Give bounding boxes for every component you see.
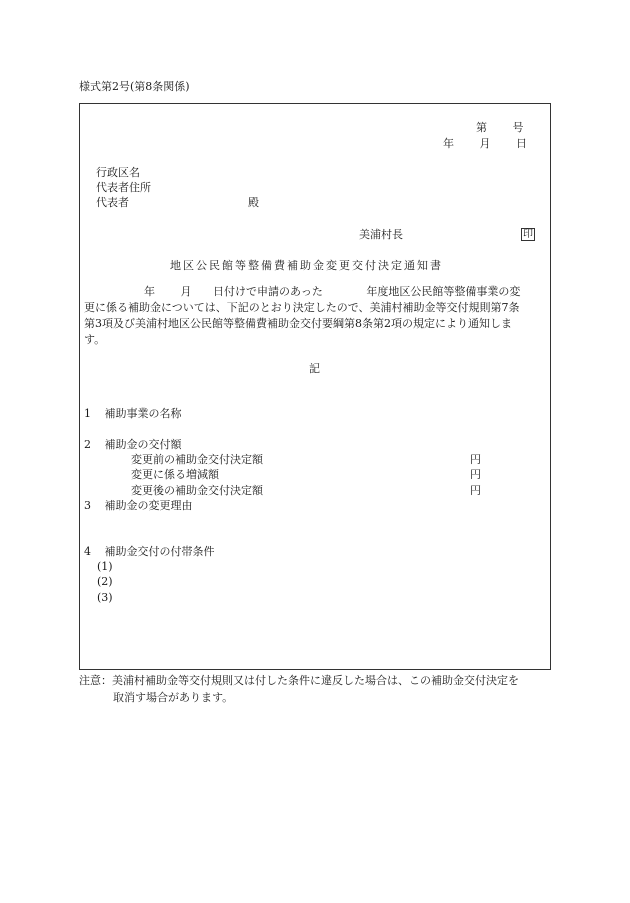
date-month: 月 [479, 137, 491, 150]
amount-unit: 円 [470, 484, 481, 497]
doc-date [443, 137, 527, 151]
note-label: 注意： [79, 674, 112, 687]
section-2-label: 補助金の交付額 [104, 438, 182, 451]
form-label: 様式第2号(第8条関係) [79, 80, 190, 93]
amount-row: 変更後の補助金交付決定額 [131, 484, 263, 497]
note-text-1: 美浦村補助金等交付規則又は付した条件に違反した場合は、この補助金交付決定を [112, 674, 519, 687]
body-year: 年 [144, 285, 155, 298]
section-2 [84, 438, 182, 452]
rep-address-label: 代表者住所 [96, 181, 151, 194]
body-line-4: す。 [84, 333, 106, 346]
date-year: 年 [443, 137, 454, 150]
section-3-num: 3 [84, 499, 91, 512]
condition-item: (1) [97, 560, 113, 573]
body-line-1-rest: 年度地区公民館等整備事業の変 [366, 285, 521, 298]
condition-item: (3) [97, 591, 113, 604]
sender-name: 美浦村長 [359, 228, 403, 241]
section-3-label: 補助金の変更理由 [104, 499, 193, 512]
note-line-1 [79, 674, 519, 688]
section-2-num: 2 [84, 438, 91, 451]
section-3 [84, 499, 193, 513]
section-4-label: 補助金交付の付帯条件 [104, 545, 215, 558]
section-4-num: 4 [84, 545, 91, 558]
body-day-text: 日付けで申請のあった [213, 285, 323, 298]
seal-mark [521, 227, 535, 241]
section-4 [84, 545, 215, 559]
amount-unit: 円 [470, 468, 481, 481]
number-suffix: 号 [512, 121, 524, 134]
section-1 [84, 407, 182, 421]
honorific: 殿 [248, 196, 259, 209]
document-title: 地区公民館等整備費補助金変更交付決定通知書 [170, 259, 443, 272]
body-month: 月 [180, 285, 192, 298]
section-1-label: 補助事業の名称 [104, 407, 182, 420]
body-paragraph [84, 284, 550, 348]
amount-unit: 円 [470, 453, 481, 466]
rep-label: 代表者 [96, 196, 129, 209]
section-1-num: 1 [84, 407, 91, 420]
amount-row: 変更前の補助金交付決定額 [131, 453, 263, 466]
body-line-2: 更に係る補助金については、下記のとおり決定したので、美浦村補助金等交付規則第7条 [84, 301, 520, 314]
number-prefix: 第 [476, 121, 487, 134]
body-line-1 [84, 284, 550, 300]
condition-item: (2) [97, 575, 113, 588]
note-line-2: 取消す場合があります。 [113, 691, 234, 704]
district-label: 行政区名 [96, 166, 140, 179]
date-day: 日 [516, 137, 527, 150]
body-line-3: 第3項及び美浦村地区公民館等整備費補助金交付要綱第8条第2項の規定により通知しま [84, 317, 512, 330]
amount-row: 変更に係る増減額 [131, 468, 219, 481]
seal-icon: 印 [523, 229, 533, 240]
ki-heading: 記 [309, 362, 320, 375]
doc-number [476, 121, 524, 135]
